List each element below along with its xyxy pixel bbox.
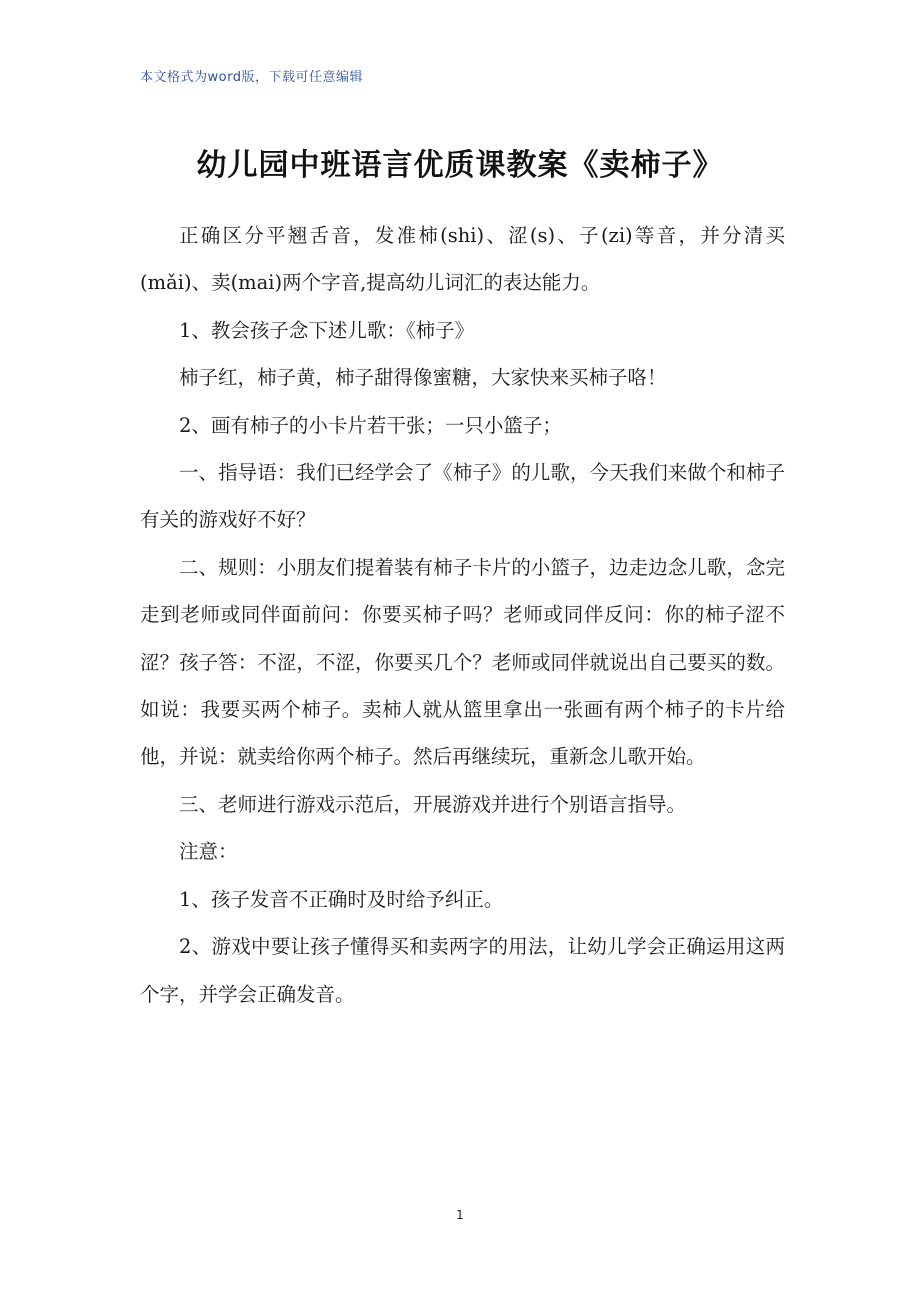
paragraph-rhyme: 柿子红，柿子黄，柿子甜得像蜜糖，大家快来买柿子咯！ — [179, 366, 667, 390]
paragraph-step-2-rules: 二、规则：小朋友们提着装有柿子卡片的小篮子，边走边念儿歌，念完走到老师或同伴面前问：你要买柿子吗？老师或同伴反问：你的柿子涩不涩？孩子答：不涩，不涩，你要买几个？老师或同伴就说出自己要买的数。如说：我要买两个柿子。卖柿人就从篮里拿出一张画有两个柿子的卡片给他，并说：就卖给你两个柿子。然后再继续玩，重新念儿歌开始。 — [140, 555, 785, 769]
document-body — [140, 212, 785, 1018]
paragraph-step-3: 三、老师进行游戏示范后，开展游戏并进行个别语言指导。 — [179, 792, 687, 816]
paragraph-prep-2: 2、画有柿子的小卡片若干张；一只小篮子； — [179, 413, 562, 437]
page-number: 1 — [456, 1208, 464, 1222]
paragraph-step-1: 一、指导语：我们已经学会了《柿子》的儿歌，今天我们来做个和柿子有关的游戏好不好？ — [140, 461, 785, 532]
header-watermark: 本文格式为word版，下载可任意编辑 — [140, 70, 363, 85]
paragraph-prep-1: 1、教会孩子念下述儿歌：《柿子》 — [179, 318, 475, 342]
paragraph-notes-heading: 注意： — [179, 840, 238, 864]
paragraph-note-1: 1、孩子发音不正确时及时给予纠正。 — [179, 887, 504, 911]
paragraph-objective: 正确区分平翘舌音，发准柿(shi)、涩(s)、子(zi)等音，并分清买(mǎi)、卖(mai)两个字音,提高幼儿词汇的表达能力。 — [140, 224, 785, 295]
document-title: 幼儿园中班语言优质课教案《卖柿子》 — [196, 148, 724, 183]
paragraph-note-2: 2、游戏中要让孩子懂得买和卖两字的用法，让幼儿学会正确运用这两个字，并学会正确发音。 — [140, 935, 785, 1006]
